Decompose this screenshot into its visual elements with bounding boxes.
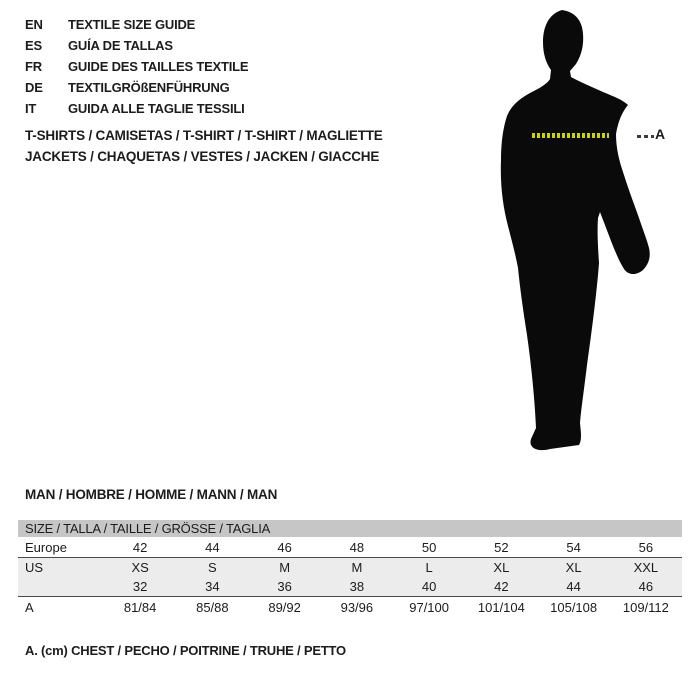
table-cell: 46 <box>277 539 292 555</box>
table-cell: 44 <box>566 579 581 594</box>
table-cell: 38 <box>349 579 365 594</box>
table-row-europe <box>18 537 682 557</box>
table-row-us-letters <box>18 558 682 577</box>
man-silhouette-icon <box>440 0 700 470</box>
table-cell: 48 <box>349 539 365 555</box>
table-cell: 42 <box>494 579 509 594</box>
table-cell: 52 <box>494 539 509 555</box>
table-cell: XS <box>131 560 149 575</box>
table-cell: 44 <box>205 539 220 555</box>
row-label: Europe <box>25 539 67 555</box>
table-cell: XL <box>565 560 582 575</box>
table-row-chest <box>18 597 682 618</box>
row-label: US <box>25 560 44 575</box>
category-line-jackets: JACKETS / CHAQUETAS / VESTES / JACKEN / GIACCHE <box>25 149 380 164</box>
table-us-block <box>18 557 682 597</box>
table-cell: 36 <box>277 579 292 594</box>
measure-dash-line <box>637 135 654 138</box>
language-code: ES <box>25 38 42 53</box>
table-cell: L <box>425 560 433 575</box>
table-cell: XL <box>493 560 510 575</box>
table-cell: S <box>208 560 217 575</box>
table-cell: 50 <box>421 539 437 555</box>
language-title: GUIDA ALLE TAGLIE TESSILI <box>68 101 245 116</box>
language-list <box>25 14 248 119</box>
table-cell: 54 <box>566 539 581 555</box>
table-cell: M <box>351 560 363 575</box>
language-row-de <box>25 77 248 98</box>
table-cell: 40 <box>421 579 437 594</box>
table-cell: 32 <box>132 579 148 594</box>
table-cell: 109/112 <box>622 600 669 615</box>
section-title-man: MAN / HOMBRE / HOMME / MANN / MAN <box>25 487 278 502</box>
language-row-fr <box>25 56 248 77</box>
language-title: TEXTILGRÖßENFÜHRUNG <box>68 80 230 95</box>
language-title: TEXTILE SIZE GUIDE <box>68 17 196 32</box>
table-cell: 101/104 <box>477 600 525 615</box>
row-label: A <box>25 600 34 615</box>
language-code: FR <box>25 59 42 74</box>
size-table <box>18 520 682 618</box>
table-row-us-numbers <box>18 577 682 596</box>
size-table-header: SIZE / TALLA / TAILLE / GRÖSSE / TAGLIA <box>18 520 682 537</box>
table-cell: 97/100 <box>409 600 449 615</box>
chest-measure-line <box>532 133 609 138</box>
table-cell: 105/108 <box>550 600 598 615</box>
measurement-footnote: A. (cm) CHEST / PECHO / POITRINE / TRUHE / PETTO <box>25 643 346 658</box>
table-cell: M <box>279 560 291 575</box>
language-code: DE <box>25 80 43 95</box>
product-categories <box>25 125 383 167</box>
table-cell: 46 <box>638 579 654 594</box>
language-code: EN <box>25 17 43 32</box>
table-cell: 89/92 <box>268 600 301 615</box>
language-row-es <box>25 35 248 56</box>
language-title: GUIDE DES TAILLES TEXTILE <box>68 59 249 74</box>
table-cell: 93/96 <box>340 600 374 615</box>
size-figure <box>440 0 700 470</box>
table-cell: 81/84 <box>123 600 157 615</box>
table-cell: 85/88 <box>196 600 229 615</box>
category-line-tshirts: T-SHIRTS / CAMISETAS / T-SHIRT / T-SHIRT / MAGLIETTE <box>25 128 383 143</box>
language-row-it <box>25 98 248 119</box>
table-cell: 42 <box>132 539 148 555</box>
language-code: IT <box>25 101 37 116</box>
table-cell: 34 <box>205 579 220 594</box>
table-cell: 56 <box>638 539 654 555</box>
measure-label-a: A <box>655 126 666 142</box>
table-cell: XXL <box>633 560 659 575</box>
language-title: GUÍA DE TALLAS <box>68 38 173 53</box>
language-row-en <box>25 14 248 35</box>
